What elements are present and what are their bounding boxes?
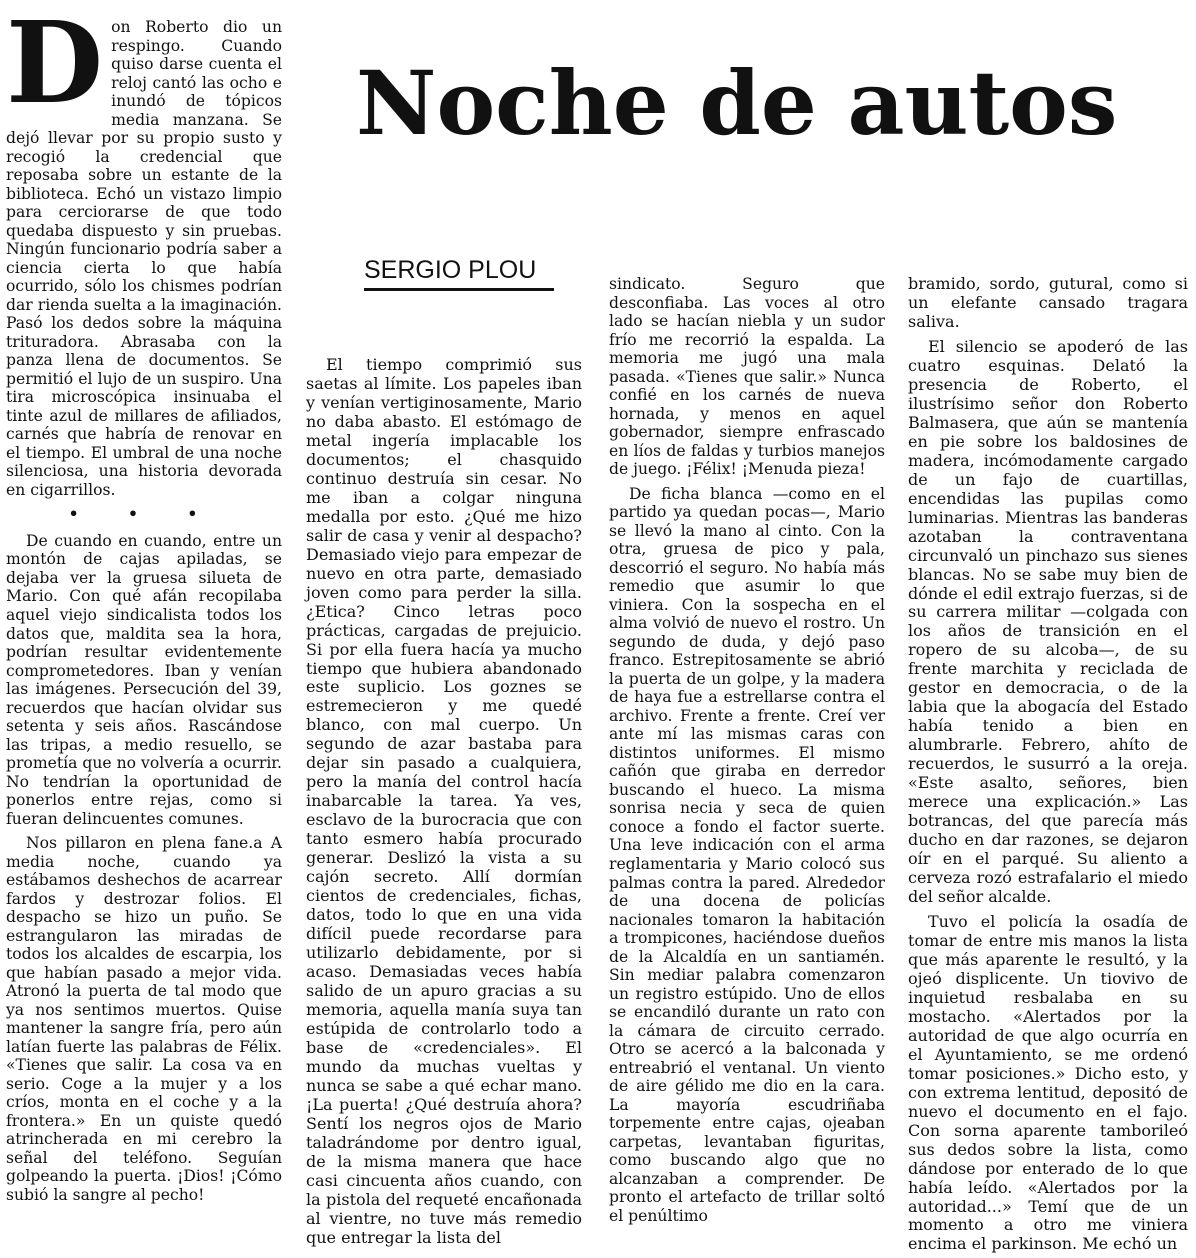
headline: Noche de autos bbox=[356, 51, 1118, 155]
paragraph bbox=[6, 0, 282, 499]
paragraph: El silencio se apoderó de las cuatro esquinas. Delató la presencia de Roberto, el ilustrísimo señor don Roberto Balmasera, que aún se mantenía en pie sobre los baldosines de madera, incómodamente cargado de un fajo de cuartillas, encendidas las pupilas como luminarias. Mientras las banderas azotaban la contraventana circunvaló un pinchazo sus sienes blancas. No se sabe muy bien de dónde el edil extrajo fuerzas, si de su carrera militar —colgada con los años de transición en el ropero de su alcoba—, de su frente marchita y reciclada de gestor en democracia, o de la labia que la abogacía del Estado había tenido a bien en alumbrarle. Febrero, ahíto de recuerdos, le susurró a la oreja. «Este asalto, señores, bien merece una explicación.» Las botrancas, del que parecía más ducho en dar razones, se dejaron oír en el parqué. Su aliento a cerveza rozó estrafalario el miedo del señor alcalde. bbox=[908, 336, 1188, 906]
paragraph: Tuvo el policía la osadía de tomar de entre mis manos la lista que más aparente le resultó, y la ojeó displicente. Un tiovivo de inquietud resbalaba en su mostacho. «Alertados por la autoridad de que algo ocurría en el Ayuntamiento, se me ordenó tomar posiciones.» Dicho esto, y con extrema lentitud, depositó de nuevo el documento en el fajo. Con sorna aparente tamborileó sus dedos sobre la lista, como dándose por enterado de lo que había leído. «Alertados por la autoridad...» Temí que de un momento a otro me viniera encima el parkinson. Me echó un bbox=[908, 911, 1188, 1254]
section-separator: • • • bbox=[68, 504, 220, 524]
paragraph: De cuando en cuando, entre un montón de cajas apiladas, se dejaba ver la gruesa silueta de Mario. Con qué afán recopilaba aquel viejo sindicalista todos los datos que, maldita sea la hora, podrían resultar evidentemente comprometedores. Iban y venían las imágenes. Persecución del 39, recuerdos que hacían olvidar sus setenta y seis años. Rascándose las tripas, a medio resuello, se prometía que no volvería a ocurrir. No tendrían la oportunidad de ponerlos entre rejas, como si fueran delincuentes comunes. bbox=[6, 531, 282, 828]
paragraph-text: on Roberto dio un respingo. Cuando quiso darse cuenta el reloj cantó las ocho e inundó de tópicos media manzana. Se dejó llevar por su propio susto y recogió la credencial que reposaba sobre un estante de la biblioteca. Echó un vistazo limpio para cerciorarse de que todo quedaba dispuesto y sin pruebas. Ningún funcionario podría saber a ciencia cierta lo que había ocurrido, sólo los chismes podrían dar rienda suelta a la imaginación. Pasó los dedos sobre la máquina trituradora. Abrasaba con la panza llena de documentos. Se permitió el lujo de un suspiro. Una tira microscópica insinuaba el tinte azul de millares de afiliados, carnés que habría de renovar en el tiempo. El umbral de una noche silenciosa, una historia devorada en cigarrillos. bbox=[6, 18, 282, 499]
byline: SERGIO PLOU bbox=[364, 255, 554, 291]
paragraph: Nos pillaron en plena fane.a A media noche, cuando ya estábamos deshechos de acarrear fardos y destrozar folios. El despacho se hizo un puño. Se estrangularon las miradas de todos los alcaldes de escarpia, los que habían pasado a mejor vida. Atronó la puerta de tal modo que ya nos sentimos muertos. Quise mantener la sangre fría, pero aún latían fuerte las palabras de Félix. «Tienes que salir. La cosa va en serio. Coge a la mujer y a los críos, monta en el coche y a la frontera.» En un quiste quedó atrincherada en mi cerebro la señal del teléfono. Seguían golpeando la puerta. ¡Dios! ¡Cómo subió la sangre al pecho! bbox=[6, 834, 282, 1204]
column-2 bbox=[306, 356, 582, 1248]
drop-cap: D bbox=[6, 0, 104, 129]
paragraph: El tiempo comprimió sus saetas al límite. Los papeles iban y venían vertiginosamente, Mario no daba abasto. El estómago de metal ingería implacable los documentos; el chasquido continuo destruía sin cesar. No me iban a colgar ninguna medalla por esto. ¿Qué me hizo salir de casa y venir al despacho? Demasiado viejo para empezar de nuevo en otra parte, demasiado joven como para perder la silla. ¿Etica? Cinco letras poco prácticas, cargadas de prejuicio. Si por ella fuera hacía ya mucho tiempo que hubiera abandonado este suplicio. Los goznes se estremecieron y me quedé blanco, con mal cuerpo. Un segundo de azar bastaba para dejar sin pasado a cualquiera, pero la manía del control hacía inabarcable la tarea. Ya ves, esclavo de la burocracia que con tanto esmero había procurado generar. Deslizó la vista a su cajón secreto. Allí dormían cientos de credenciales, fichas, datos, todo lo que en una vida difícil puede recordarse para utilizarlo debidamente, por si acaso. Demasiadas veces había salido de un apuro gracias a su memoria, aquella manía suya tan estúpida de controlarlo todo a base de «credenciales». El mundo da muchas vueltas y nunca se sabe a qué echar mano. ¡La puerta! ¿Qué destruía ahora? Sentí los negros ojos de Mario taladrándome por dentro igual, de la misma manera que hace casi cincuenta años cuando, con la pistola del requeté encañonada al vientre, no tuve más remedio que entregar la lista del bbox=[306, 355, 582, 1247]
paragraph: sindicato. Seguro que desconfiaba. Las voces al otro lado se hacían niebla y un sudor frío me recorrió la espalda. La memoria me jugó una mala pasada. «Tienes que salir.» Nunca confié en los carnés de nueva hornada, y menos en aquel gobernador, siempre enfrascado en líos de faldas y turbios manejos de juego. ¡Félix! ¡Menuda pieza! bbox=[609, 275, 885, 479]
paragraph: De ficha blanca —como en el partido ya quedan pocas—, Mario se llevó la mano al cinto. Con la otra, gruesa de pico y pala, descorrió el seguro. No había más remedio que asumir lo que viniera. Con la sospecha en el alma volvió de nuevo el rostro. Un segundo de duda, y dejó paso franco. Estrepitosamente se abrió la puerta de un golpe, y la madera de haya fue a estrellarse contra el archivo. Frente a frente. Creí ver ante mí las mismas caras con distintos uniformes. El mismo cañón que giraba en derredor buscando el hueco. La misma sonrisa necia y seca de quien conoce a fondo el factor suerte. Una leve indicación con el arma reglamentaria y Mario colocó sus palmas contra la pared. Alrededor de una docena de policías nacionales tomaron la habitación a trompicones, haciéndose dueños de la Alcaldía en un santiamén. Sin mediar palabra comenzaron un registro estúpido. Uno de ellos se encandiló durante un rato con la cámara de circuito cerrado. Otro se acercó a la balconada y entreabrió el ventanal. Un viento de aire gélido me dio en la cara. La mayoría escudriñaba torpemente entre cajas, ojeaban carpetas, levantaban figuritas, como buscando algo que no alcanzaban a comprender. De pronto el artefacto de trillar soltó el penúltimo bbox=[609, 484, 885, 1225]
column-3 bbox=[609, 275, 885, 1225]
column-1 bbox=[6, 0, 282, 1204]
paragraph: bramido, sordo, gutural, como si un elefante cansado tragara saliva. bbox=[908, 274, 1188, 331]
column-4 bbox=[908, 275, 1188, 1254]
